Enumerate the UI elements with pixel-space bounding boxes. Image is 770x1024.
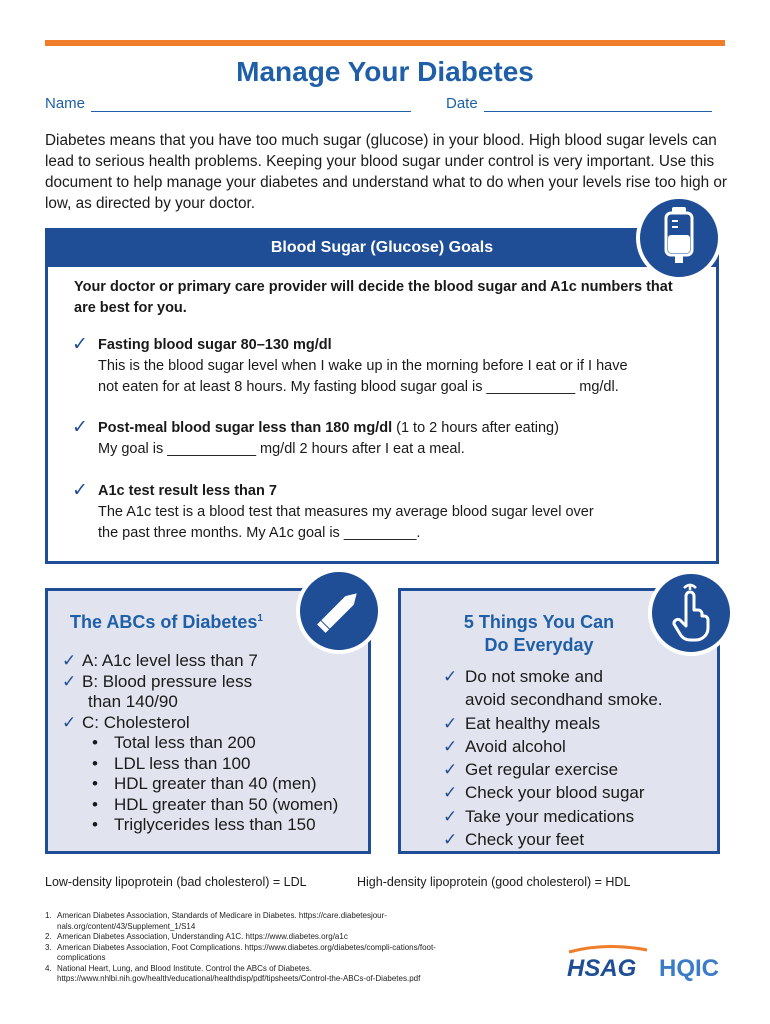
- goal-line: My goal is ___________ mg/dl 2 hours after I eat a meal.: [98, 441, 465, 457]
- goal-title: Post-meal blood sugar less than 180 mg/dl: [98, 420, 393, 436]
- goal-line: the past three months. My A1c goal is _________.: [98, 525, 421, 541]
- name-label: Name: [45, 95, 86, 112]
- bullet-item: • HDL greater than 40 (men): [62, 774, 338, 795]
- goals-panel: [45, 228, 719, 564]
- check-icon: ✓: [443, 830, 458, 850]
- list-item: ✓ Check your feet: [443, 828, 663, 851]
- things-list: [443, 665, 663, 851]
- check-icon: ✓: [72, 334, 88, 355]
- list-item: ✓ Avoid alcohol: [443, 735, 663, 758]
- list-item: ✓ A: A1c level less than 7: [62, 651, 258, 670]
- bullet-item: • HDL greater than 50 (women): [62, 795, 338, 816]
- date-label: Date: [446, 95, 478, 112]
- abcs-list: [62, 651, 338, 836]
- goal-title: Fasting blood sugar 80–130 mg/dl: [98, 337, 332, 353]
- date-field[interactable]: [446, 95, 712, 112]
- list-item: ✓ Take your medications: [443, 805, 663, 828]
- finger-reminder-icon: [648, 570, 734, 656]
- check-icon: ✓: [443, 667, 458, 686]
- footnote: 3. American Diabetes Association, Foot Complications. https://www.diabetes.org/diabetes/compli-cations/foot-complications: [45, 942, 436, 962]
- svg-text:HQIC: HQIC: [659, 955, 719, 982]
- goal-post-meal: [72, 418, 702, 460]
- list-item: ✓ Check your blood sugar: [443, 781, 663, 804]
- footnote: 4. National Heart, Lung, and Blood Institute. Control the ABCs of Diabetes. https://www.nhlbi.nih.gov/health/educational/healthdisp/pdf/tipsheets/Control-the-ABCs-of-Diabetes.pdf: [45, 963, 421, 983]
- list-item: ✓ Do not smoke and: [443, 665, 663, 688]
- goals-lead: Your doctor or primary care provider will decide the blood sugar and A1c numbers that are best for you.: [74, 279, 673, 316]
- check-icon: ✓: [443, 806, 458, 826]
- svg-text:HSAG: HSAG: [567, 955, 637, 982]
- goal-note: (1 to 2 hours after eating): [392, 420, 559, 436]
- ldl-abbreviation: Low-density lipoprotein (bad cholesterol) = LDL: [45, 875, 307, 889]
- abcs-title: The ABCs of Diabetes$^1$: [70, 612, 263, 632]
- check-icon: ✓: [443, 713, 458, 733]
- footnote: 2. American Diabetes Association, Understanding A1C. https://www.diabetes.org/a1c: [45, 932, 348, 941]
- check-icon: ✓: [62, 651, 77, 670]
- hsag-hqic-logo: [565, 944, 727, 984]
- bullet-item: • Total less than 200: [62, 733, 338, 754]
- goal-line: not eaten for at least 8 hours. My fasting blood sugar goal is ___________ mg/dl.: [98, 379, 619, 395]
- goal-line: The A1c test is a blood test that measures my average blood sugar level over: [98, 504, 594, 520]
- check-icon: ✓: [72, 417, 88, 438]
- list-item-continued: avoid secondhand smoke.: [465, 690, 663, 710]
- list-item: ✓ Eat healthy meals: [443, 712, 663, 735]
- name-blank[interactable]: [91, 96, 411, 112]
- check-icon: ✓: [72, 480, 88, 501]
- list-item: ✓ Get regular exercise: [443, 758, 663, 781]
- page-title: Manage Your Diabetes: [236, 56, 534, 87]
- check-icon: ✓: [62, 712, 77, 732]
- intro-paragraph: Diabetes means that you have too much sugar (glucose) in your blood. High blood sugar levels can lead to serious health problems. Keeping your blood sugar under control is very important. Use this document to help manage your diabetes and understand what to do when your levels rise too high or low, as directed by your doctor.: [45, 132, 727, 212]
- bullet-item: • LDL less than 100: [62, 754, 338, 775]
- check-icon: ✓: [443, 736, 458, 756]
- check-icon: ✓: [62, 671, 77, 691]
- goals-header: Blood Sugar (Glucose) Goals: [48, 231, 716, 267]
- footnotes: [45, 911, 475, 985]
- list-item-continued: than 140/90: [88, 692, 178, 711]
- list-item: ✓ B: Blood pressure less: [62, 671, 253, 691]
- check-icon: ✓: [443, 760, 458, 780]
- goal-fasting: [72, 335, 702, 398]
- goal-title: A1c test result less than 7: [98, 483, 277, 499]
- pencil-icon: [296, 568, 382, 654]
- date-blank[interactable]: [484, 96, 712, 112]
- accent-bar: [45, 40, 725, 46]
- iv-bag-icon: [636, 195, 722, 281]
- list-item: ✓ C: Cholesterol: [62, 712, 190, 732]
- hdl-abbreviation: High-density lipoprotein (good cholesterol) = HDL: [357, 875, 631, 889]
- name-field[interactable]: [45, 95, 411, 112]
- goal-line: This is the blood sugar level when I wake up in the morning before I eat or if I have: [98, 358, 628, 374]
- bullet-item: • Triglycerides less than 150: [62, 815, 338, 836]
- things-title: 5 Things You Can Do Everyday: [463, 612, 615, 655]
- footnote: 1. American Diabetes Association, Standards of Medicare in Diabetes. https://care.diabetesjour-nals.org/content/43/Supplement_1/S14: [45, 911, 387, 931]
- check-icon: ✓: [443, 783, 458, 803]
- goal-a1c: [72, 481, 702, 544]
